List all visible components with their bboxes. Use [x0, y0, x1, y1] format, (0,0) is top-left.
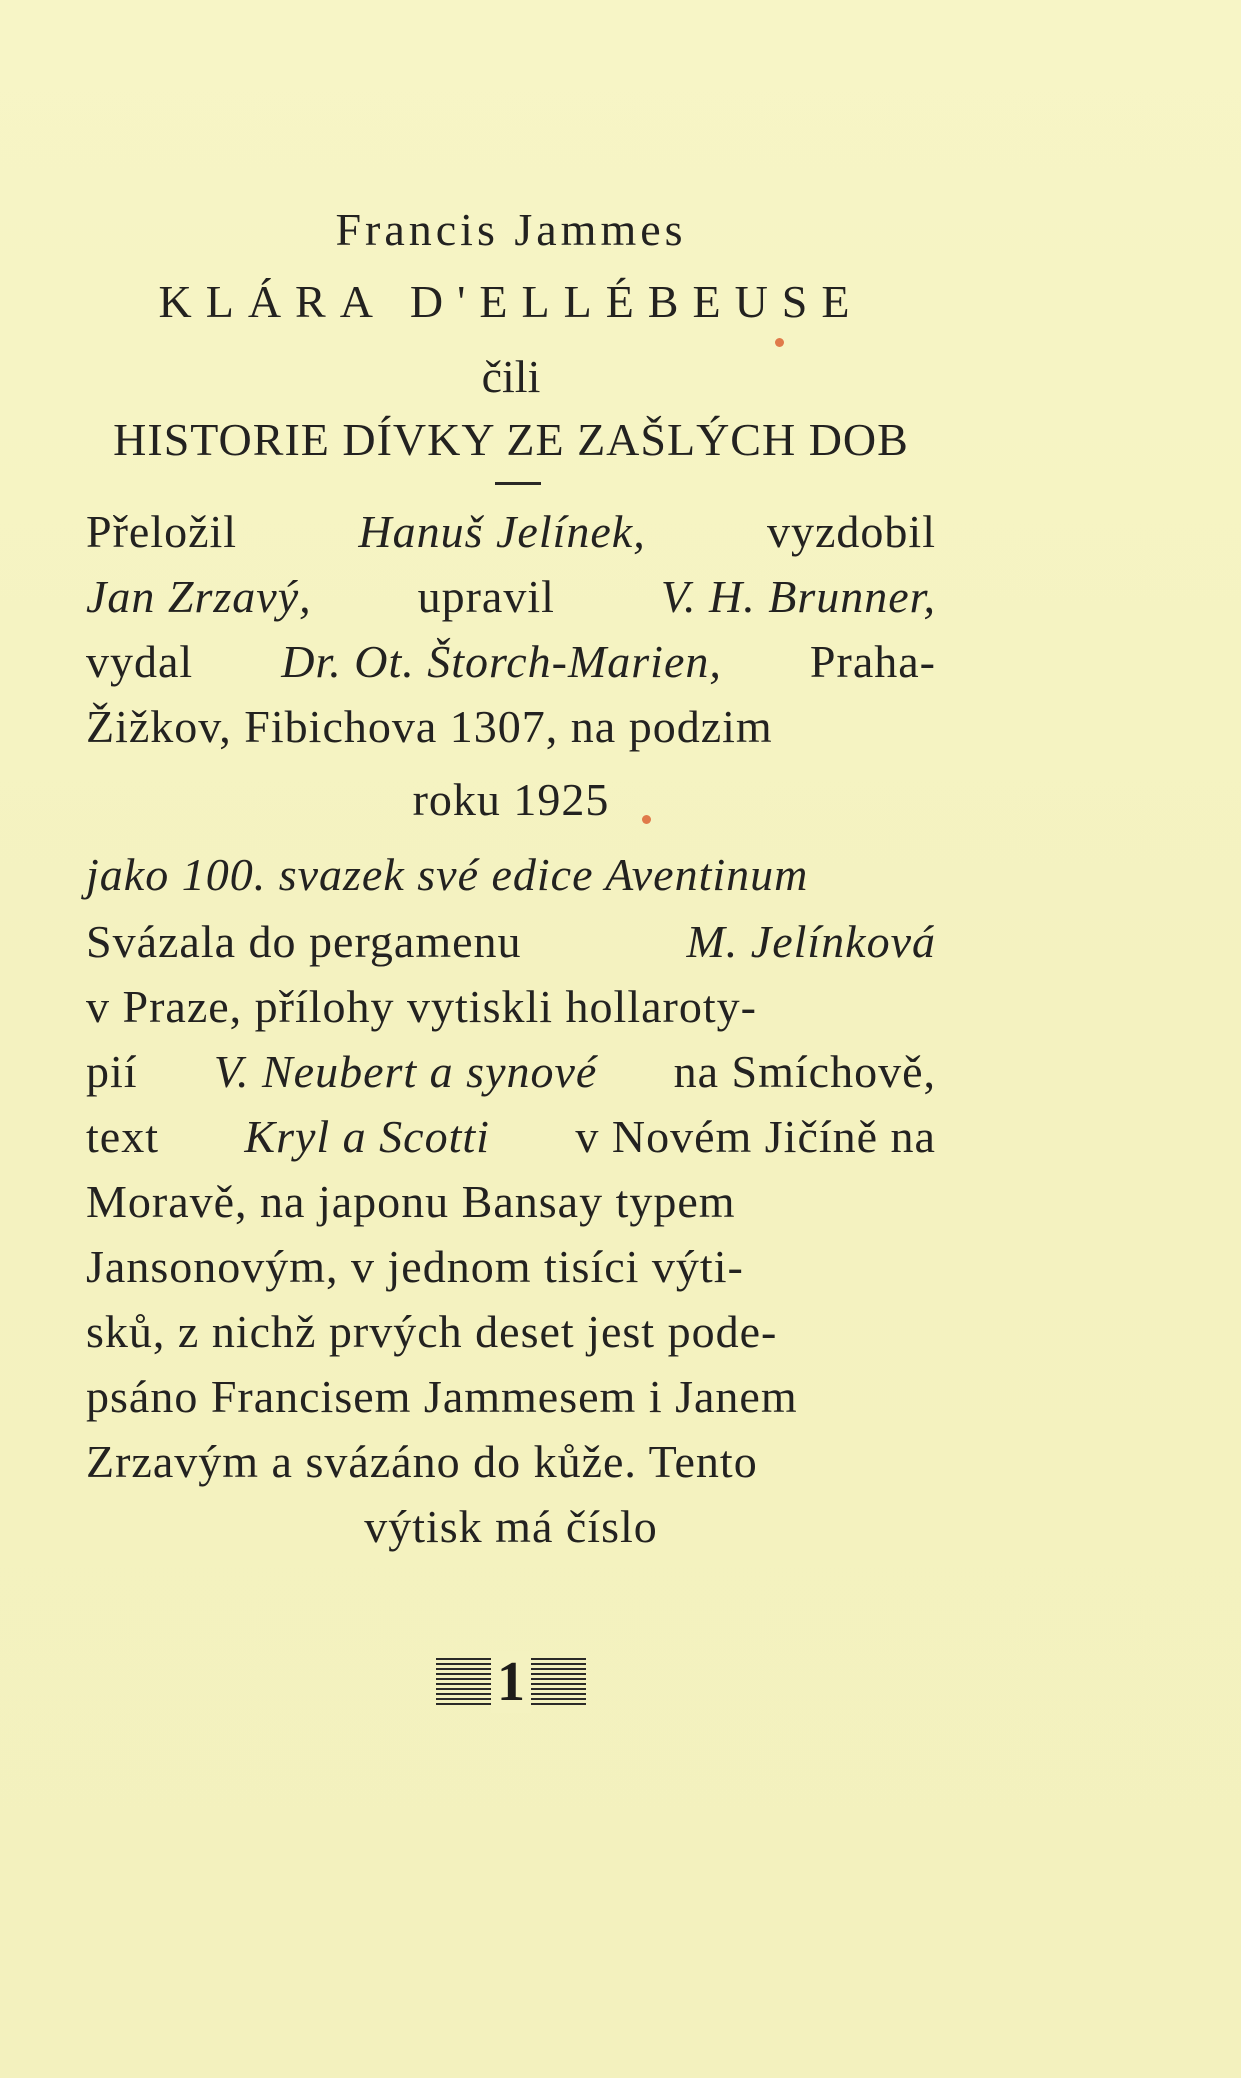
- l10-seg-2: v Novém Jičíně na: [575, 1111, 936, 1162]
- l3-seg-2: Praha-: [809, 636, 936, 687]
- ornament-dot: [775, 338, 784, 347]
- colophon-line-15: [86, 1432, 936, 1492]
- l9-seg-0: pií: [86, 1046, 138, 1097]
- l1-seg-0: Přeložil: [86, 506, 238, 557]
- colophon-line-14: [86, 1367, 936, 1427]
- colophon-line-1: [86, 502, 936, 562]
- copy-number-box: [436, 1651, 586, 1713]
- copy-number-value: 1: [491, 1651, 531, 1713]
- separator-rule: [495, 482, 541, 485]
- translator-name: Hanuš Jelínek,: [358, 506, 646, 557]
- typesetter-name: Kryl a Scotti: [244, 1111, 490, 1162]
- l14-text: psáno Francisem Jammesem i Janem: [86, 1371, 798, 1422]
- l11-text: Moravě, na japonu Bansay typem: [86, 1176, 736, 1227]
- author-name: Francis Jammes: [335, 204, 687, 255]
- or-text: čili: [481, 351, 541, 402]
- l2-seg-1: upravil: [417, 571, 555, 622]
- publisher-name: Dr. Ot. Štorch-Marien,: [281, 636, 722, 687]
- l7-seg-0: Svázala do pergamenu: [86, 916, 522, 967]
- colophon-line-7: [86, 912, 936, 972]
- title-text: KLÁRA D'ELLÉBEUSE: [158, 276, 864, 327]
- colophon-line-11: [86, 1172, 936, 1232]
- l15-text: Zrzavým a svázáno do kůže. Tento: [86, 1436, 758, 1487]
- illustrator-name: Jan Zrzavý,: [86, 571, 312, 622]
- colophon-line-9: [86, 1042, 936, 1102]
- year-text: roku 1925: [412, 774, 610, 825]
- colophon-line-2: [86, 567, 936, 627]
- l12-text: Jansonovým, v jednom tisíci výti-: [86, 1241, 744, 1292]
- colophon-line-5: [86, 770, 936, 830]
- l10-seg-0: text: [86, 1111, 159, 1162]
- book-title: [86, 272, 936, 332]
- colophon-line-3: [86, 632, 936, 692]
- l16-text: výtisk má číslo: [364, 1501, 658, 1552]
- l8-text: v Praze, přílohy vytiskli hollaroty-: [86, 981, 757, 1032]
- designer-name: V. H. Brunner,: [660, 571, 936, 622]
- subtitle-line: [86, 410, 936, 470]
- colophon-line-12: [86, 1237, 936, 1297]
- colophon-line-13: [86, 1302, 936, 1362]
- author-line: [86, 200, 936, 260]
- binder-name: M. Jelínková: [686, 916, 936, 967]
- subtitle-text: HISTORIE DÍVKY ZE ZAŠLÝCH DOB: [113, 414, 909, 465]
- edition-text: jako 100. svazek své edice Aventinum: [86, 849, 809, 900]
- or-line: [86, 347, 936, 407]
- colophon-line-10: [86, 1107, 936, 1167]
- ornament-dot: [642, 815, 651, 824]
- colophon-line-8: [86, 977, 936, 1037]
- copy-number: [436, 1651, 586, 1713]
- printer-name: V. Neubert a synové: [213, 1046, 598, 1097]
- l3-seg-0: vydal: [86, 636, 194, 687]
- l13-text: sků, z nichž prvých deset jest pode-: [86, 1306, 778, 1357]
- l4-text: Žižkov, Fibichova 1307, na podzim: [86, 701, 773, 752]
- colophon-line-4: [86, 697, 936, 757]
- l9-seg-2: na Smíchově,: [673, 1046, 936, 1097]
- l1-seg-2: vyzdobil: [767, 506, 936, 557]
- colophon-line-16: [86, 1497, 936, 1557]
- colophon-line-6: [86, 845, 936, 905]
